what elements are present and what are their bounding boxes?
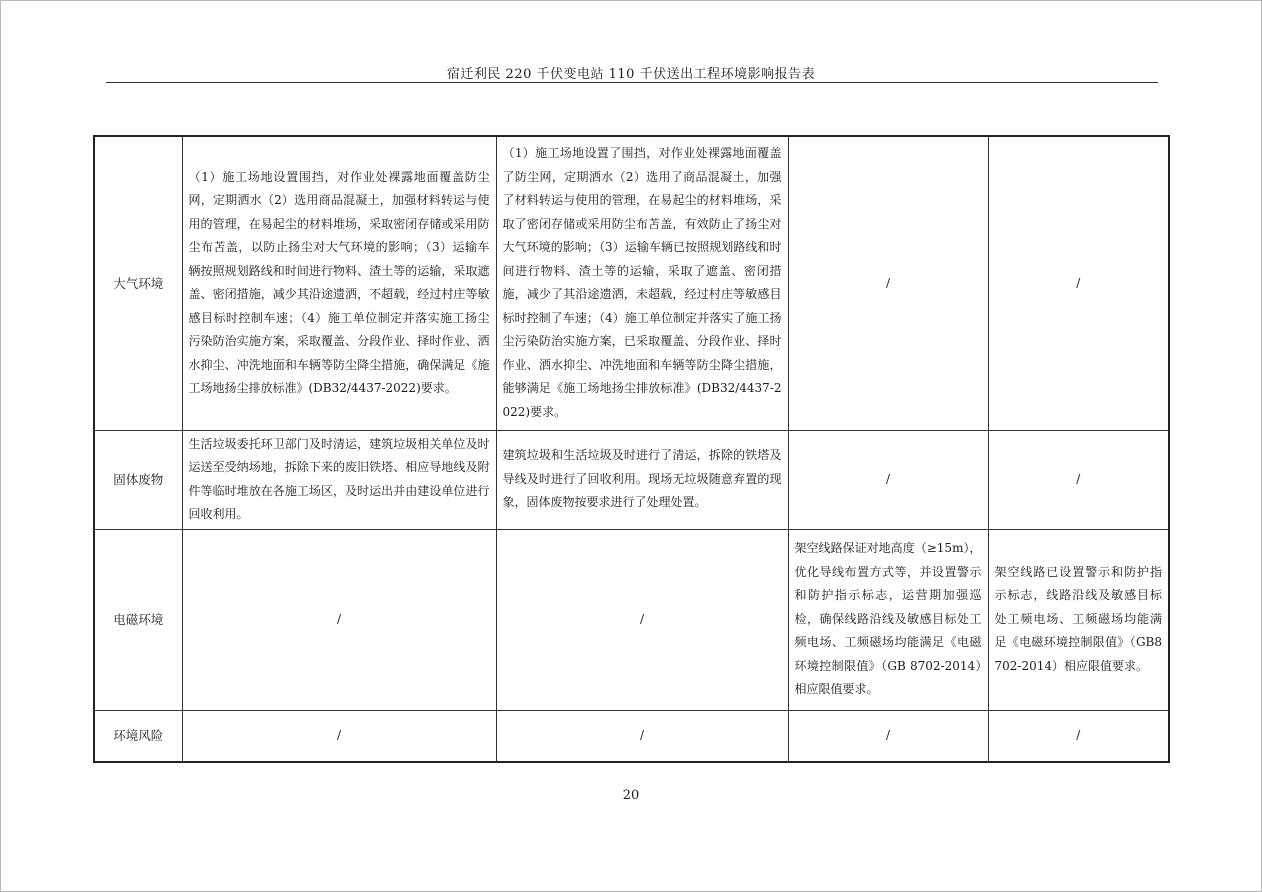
environmental-measures-table: [93, 135, 1170, 763]
operation-measure-cell: 架空线路保证对地高度（≥15m），优化导线布置方式等，并设置警示和防护指示标志，运营期加强巡检，确保线路沿线及敏感目标处工频电场、工频磁场均能满足《电磁环境控制限值》（GB 8702-2014）相应限值要求。: [788, 529, 988, 710]
construction-implementation-cell: /: [496, 710, 788, 762]
construction-implementation-cell: （1）施工场地设置了围挡，对作业处裸露地面覆盖了防尘网，定期洒水（2）选用了商品混凝土，加强了材料转运与使用的管理，在易起尘的材料堆场，采取了密闭存储或采用防尘布苫盖，有效防止了扬尘对大气环境的影响；（3）运输车辆已按照规划路线和时间进行物料、渣土等的运输，采取了遮盖、密闭措施，减少了其沿途遗洒，未超载，经过村庄等敏感目标时控制了车速；（4）施工单位制定并落实了施工扬尘污染防治实施方案，已采取覆盖、分段作业、择时作业、洒水抑尘、冲洗地面和车辆等防尘降尘措施，能够满足《施工场地扬尘排放标准》(DB32/4437-2022)要求。: [496, 136, 788, 430]
report-header-title: 宿迁利民 220 千伏变电站 110 千伏送出工程环境影响报告表: [446, 67, 816, 82]
header-rule: [106, 82, 1158, 83]
row-category: 固体废物: [94, 430, 182, 529]
row-category: 环境风险: [94, 710, 182, 762]
operation-implementation-cell: /: [988, 430, 1169, 529]
construction-measure-cell: （1）施工场地设置围挡，对作业处裸露地面覆盖防尘网，定期洒水（2）选用商品混凝土，加强材料转运与使用的管理，在易起尘的材料堆场，采取密闭存储或采用防尘布苫盖，以防止扬尘对大气环境的影响；（3）运输车辆按照规划路线和时间进行物料、渣土等的运输，采取遮盖、密闭措施，减少其沿途遗洒，不超载，经过村庄等敏感目标时控制车速；（4）施工单位制定并落实施工扬尘污染防治实施方案，采取覆盖、分段作业、择时作业、洒水抑尘、冲洗地面和车辆等防尘降尘措施，确保满足《施工场地扬尘排放标准》(DB32/4437-2022)要求。: [182, 136, 496, 430]
construction-implementation-cell: /: [496, 529, 788, 710]
operation-measure-cell: /: [788, 710, 988, 762]
construction-measure-cell: /: [182, 529, 496, 710]
operation-measure-cell: /: [788, 430, 988, 529]
table-row-environmental-risk: [94, 710, 1169, 762]
row-category: 电磁环境: [94, 529, 182, 710]
operation-implementation-cell: /: [988, 136, 1169, 430]
construction-implementation-cell: 建筑垃圾和生活垃圾及时进行了清运，拆除的铁塔及导线及时进行了回收利用。现场无垃圾随意弃置的现象，固体废物按要求进行了处理处置。: [496, 430, 788, 529]
operation-measure-cell: /: [788, 136, 988, 430]
construction-measure-cell: 生活垃圾委托环卫部门及时清运，建筑垃圾相关单位及时运送至受纳场地，拆除下来的废旧铁塔、相应导地线及附件等临时堆放在各施工场区，及时运出并由建设单位进行回收利用。: [182, 430, 496, 529]
table-row-electromagnetic: [94, 529, 1169, 710]
table-row-solid-waste: [94, 430, 1169, 529]
row-category: 大气环境: [94, 136, 182, 430]
operation-implementation-cell: 架空线路已设置警示和防护指示标志，线路沿线及敏感目标处工频电场、工频磁场均能满足《电磁环境控制限值》（GB8702-2014）相应限值要求。: [988, 529, 1169, 710]
operation-implementation-cell: /: [988, 710, 1169, 762]
table-row-atmosphere: [94, 136, 1169, 430]
page-number: 20: [622, 788, 640, 803]
construction-measure-cell: /: [182, 710, 496, 762]
